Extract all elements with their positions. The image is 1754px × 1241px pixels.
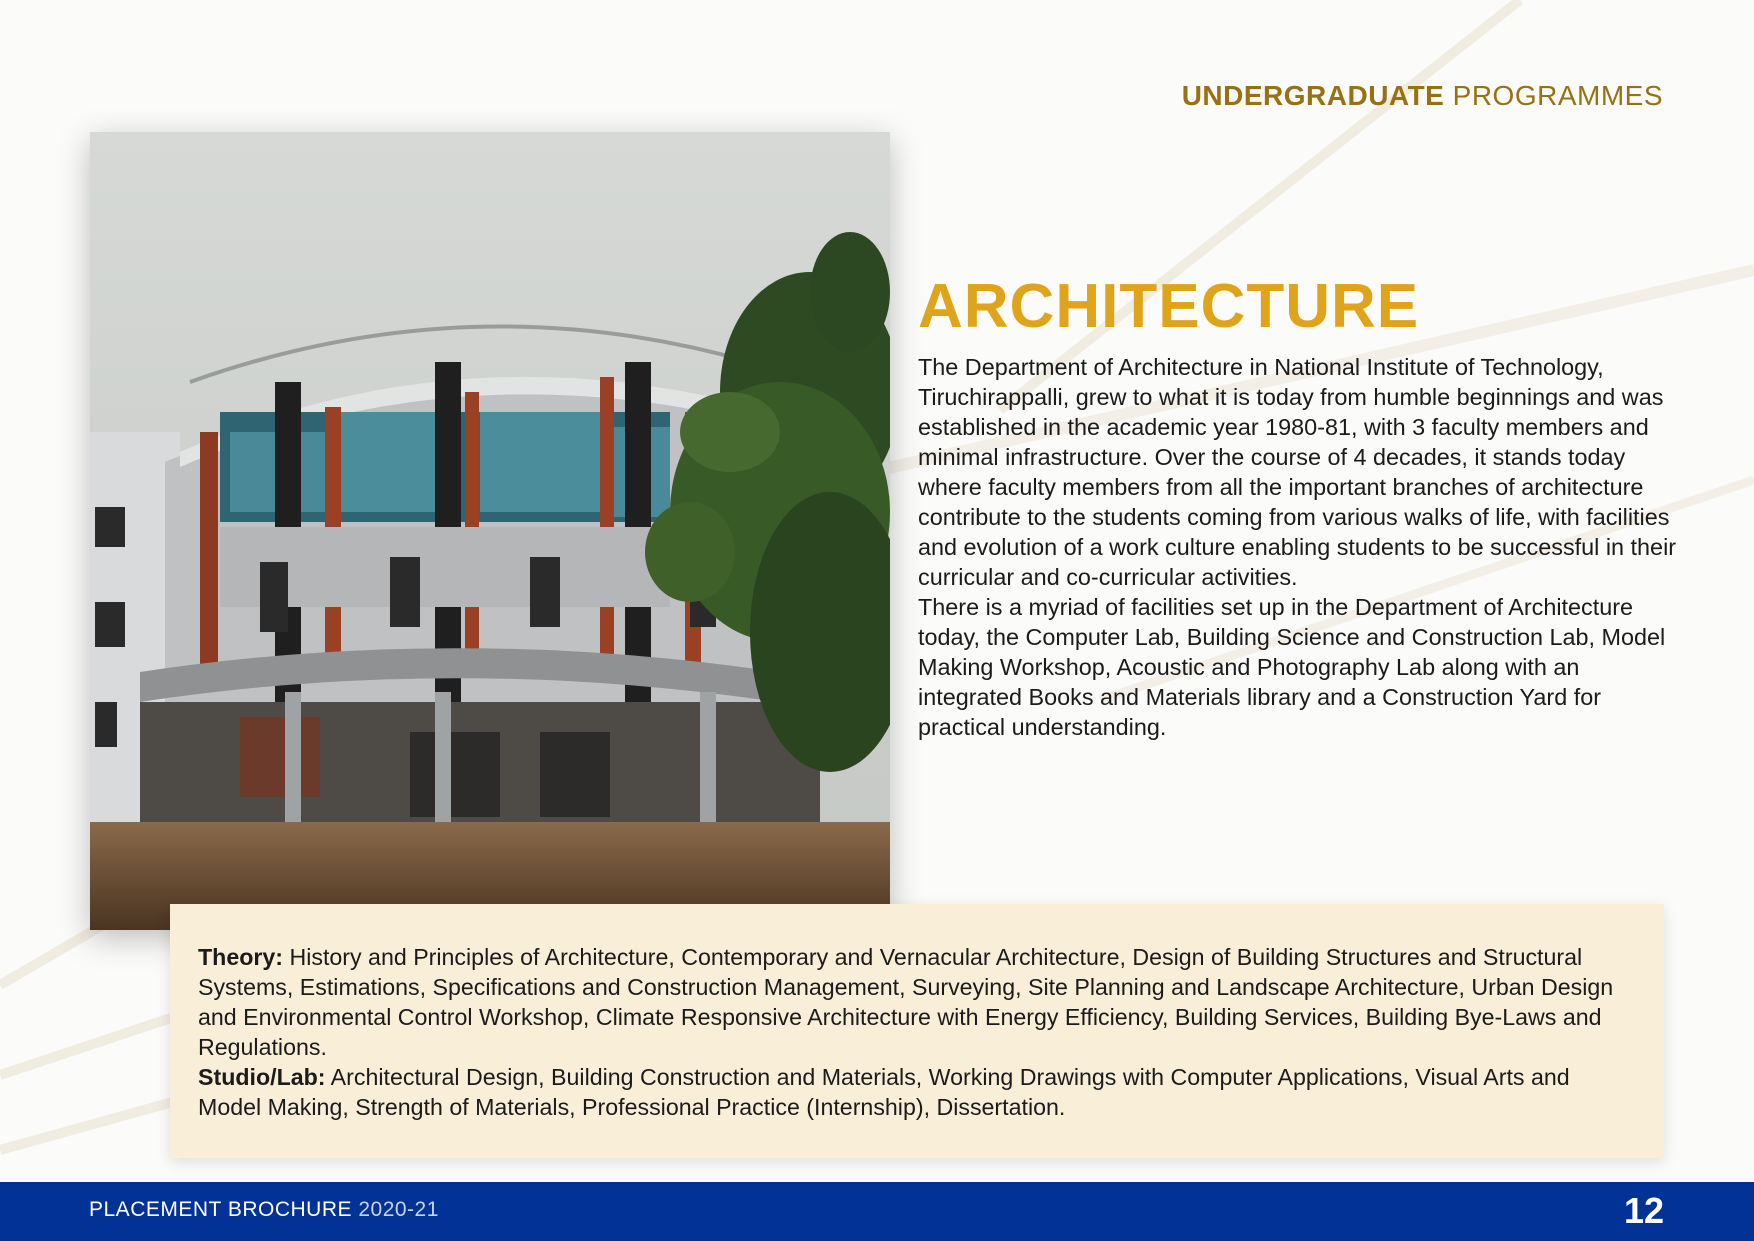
theory-text: History and Principles of Architecture, Contemporary and Vernacular Architecture, Design of Building Structures and Structural Systems, Estimations, Specifications and Construction Management, Surveying, Site Planning and Landscape Architecture, Urban Design and Environmental Control Workshop, Climate Responsive Architecture with Energy Efficiency, Building Services, Building Bye-Laws and Regulations. bbox=[198, 944, 1614, 1060]
page-number: 12 bbox=[1623, 1190, 1664, 1231]
theory-subjects bbox=[198, 942, 1638, 1062]
description-paragraph-1: The Department of Architecture in National Institute of Technology, Tiruchirappalli, grew to what it is today from humble beginnings and was established in the academic year 1980-81, with 3 faculty members and minimal infrastructure. Over the course of 4 decades, it stands today where faculty members from all the important branches of architecture contribute to the students coming from various walks of life, with facilities and evolution of a work culture enabling students to be successful in their curricular and co-curricular activities. bbox=[918, 354, 1677, 590]
footer-brand bbox=[89, 1198, 439, 1222]
department-title: ARCHITECTURE bbox=[918, 272, 1420, 341]
studio-label: Studio/Lab: bbox=[198, 1064, 326, 1090]
footer-year: 2020-21 bbox=[358, 1198, 439, 1221]
theory-label: Theory: bbox=[198, 944, 284, 970]
header-strong: UNDERGRADUATE bbox=[1181, 80, 1445, 111]
footer-bar bbox=[0, 1182, 1754, 1241]
studio-subjects bbox=[198, 1062, 1638, 1122]
studio-text: Architectural Design, Building Construction and Materials, Working Drawings with Computer Applications, Visual Arts and Model Making, Strength of Materials, Professional Practice (Internship), Dissertation. bbox=[198, 1064, 1570, 1120]
description-paragraph-2: There is a myriad of facilities set up in the Department of Architecture today, the Computer Lab, Building Science and Construction Lab, Model Making Workshop, Acoustic and Photography Lab along with an integrated Books and Materials library and a Construction Yard for practical understanding. bbox=[918, 594, 1666, 740]
footer-brand-name: PLACEMENT BROCHURE bbox=[89, 1198, 352, 1221]
header-light: PROGRAMMES bbox=[1452, 80, 1663, 111]
department-building-photo bbox=[90, 132, 890, 930]
department-description bbox=[918, 352, 1678, 742]
section-header bbox=[1182, 80, 1663, 112]
subjects-box bbox=[170, 904, 1664, 1158]
